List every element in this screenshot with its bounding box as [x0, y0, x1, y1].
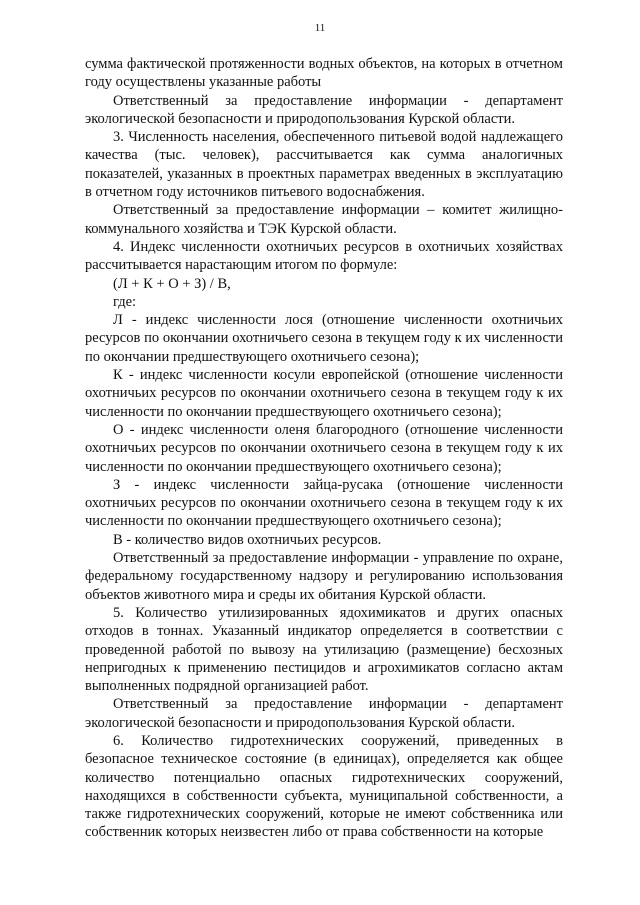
paragraph: Ответственный за предоставление информации - департамент экологической безопасности и природопользования Курской области.	[85, 92, 563, 127]
paragraph: З - индекс численности зайца-русака (отношение численности охотничьих ресурсов по окончании охотничьего сезона в текущем году к их численности по окончании предшествующего охотничьего сезона);	[85, 476, 563, 530]
paragraph: В - количество видов охотничьих ресурсов.	[113, 531, 382, 548]
page-number: 11	[314, 22, 326, 34]
paragraph: 3. Численность населения, обеспеченного питьевой водой надлежащего качества (тыс. человек), рассчитывается как сумма аналогичных показателей, указанных в проектных параметрах введенных в эксплуатацию в отчетном году источников питьевого водоснабжения.	[85, 129, 563, 201]
paragraph: К - индекс численности косули европейской (отношение численности охотничьих ресурсов по окончании охотничьего сезона в текущем году к их численности по окончании предшествующего охотничьего сезона);	[85, 367, 563, 420]
paragraph: Ответственный за предоставление информации - управление по охране, федеральному государственному надзору и регулированию использования объектов животного мира и среды их обитания Курской области.	[85, 550, 563, 603]
formula: (Л + К + О + З) / В,	[113, 275, 231, 292]
paragraph: где:	[113, 293, 137, 310]
paragraph: 6. Количество гидротехнических сооружений, приведенных в безопасное техническое состояние (в единицах), определяется как общее количество потенциально опасных гидротехнических сооружений, находящихся в собственности субъекта, муниципальной собственности, а также гидротехнических сооружений, которые не имеют собственника или собственник которых неизвестен либо от права собственности на которые	[85, 732, 563, 841]
paragraph: Ответственный за предоставление информации – комитет жилищно-коммунального хозяйства и ТЭК Курской области.	[85, 202, 563, 237]
document-body	[85, 55, 563, 842]
paragraph: О - индекс численности оленя благородного (отношение численности охотничьих ресурсов по окончании охотничьего сезона в текущем году к их численности по окончании предшествующего охотничьего сезона);	[85, 421, 563, 475]
paragraph: сумма фактической протяженности водных объектов, на которых в отчетном году осуществлены указанные работы	[85, 56, 563, 91]
paragraph: Л - индекс численности лося (отношение численности охотничьих ресурсов по окончании охотничьего сезона в текущем году к их численности по окончании предшествующего охотничьего сезона);	[85, 312, 563, 365]
paragraph: Ответственный за предоставление информации - департамент экологической безопасности и природопользования Курской области.	[85, 696, 563, 731]
paragraph: 4. Индекс численности охотничьих ресурсов в охотничьих хозяйствах рассчитывается нарастающим итогом по формуле:	[85, 238, 563, 274]
paragraph: 5. Количество утилизированных ядохимикатов и других опасных отходов в тоннах. Указанный индикатор определяется в соответствии с проведенной работой по вывозу на утилизацию (размещение) бесхозных непригодных к применению пестицидов и агрохимикатов согласно актам выполненных подрядной организацией работ.	[85, 604, 563, 695]
